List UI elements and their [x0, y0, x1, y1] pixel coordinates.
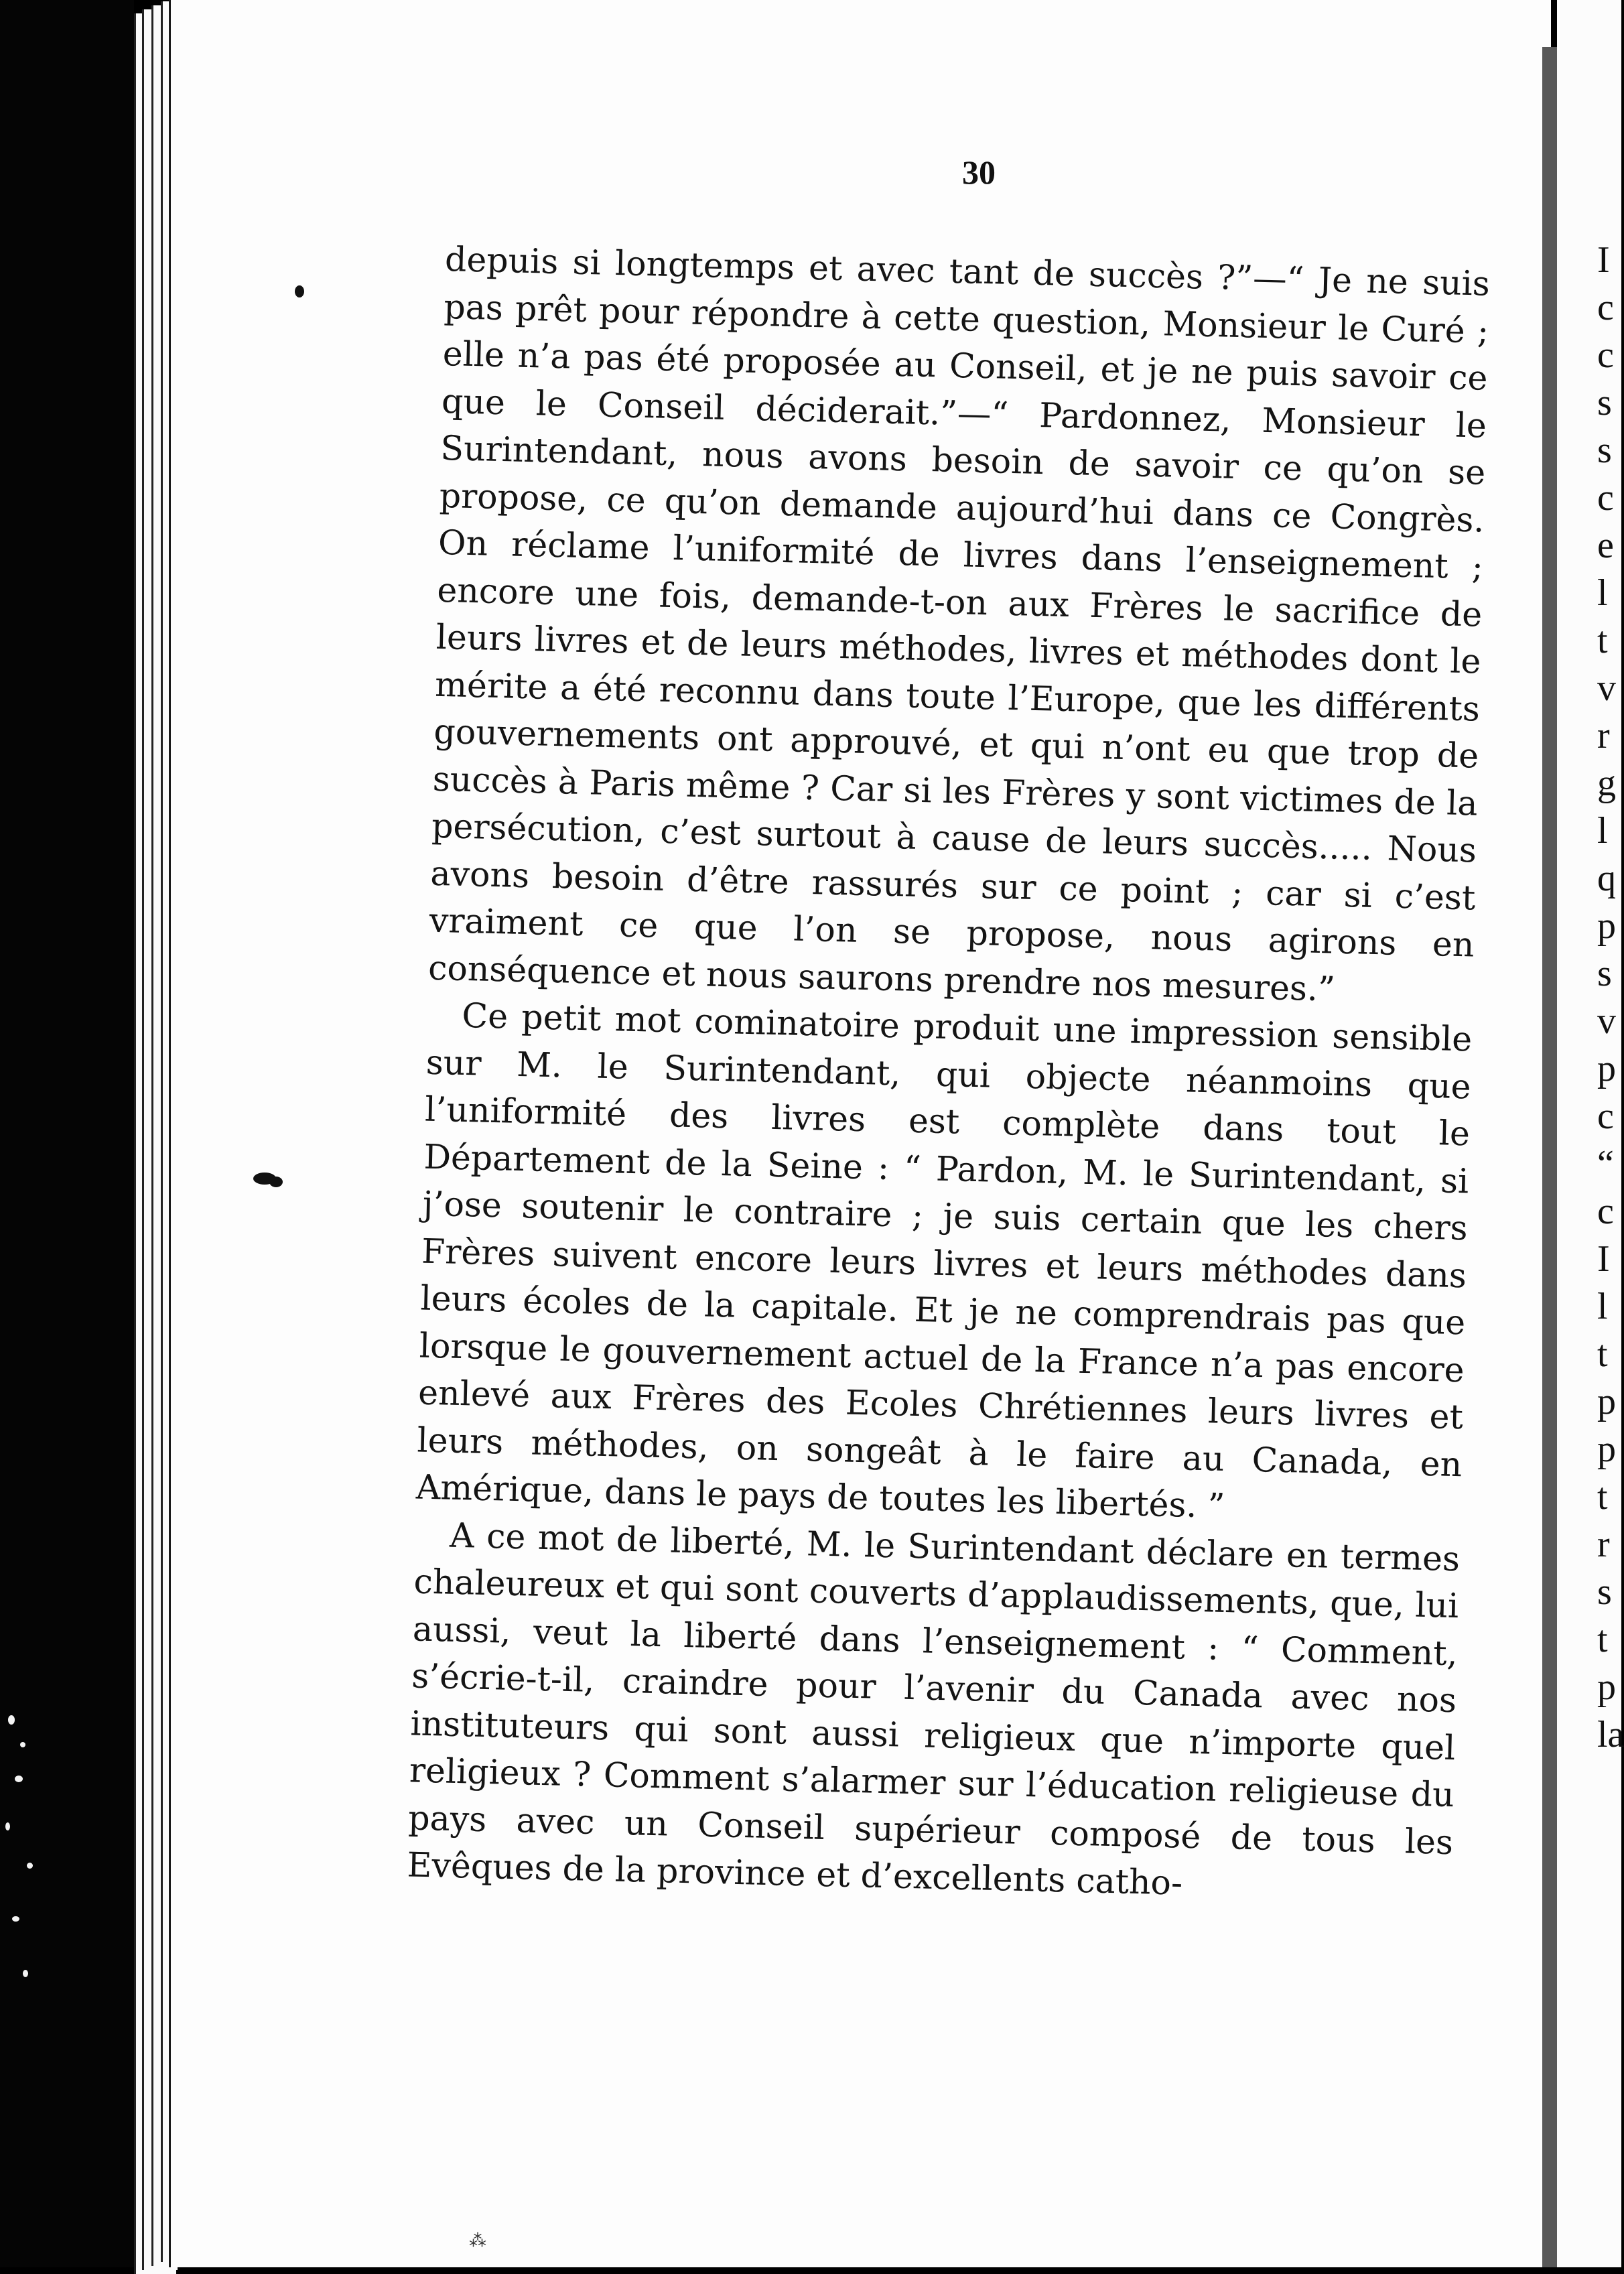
- facing-page-letter: v: [1597, 1000, 1616, 1042]
- page-gutter: [1542, 47, 1557, 2267]
- facing-page-letter: c: [1597, 1191, 1614, 1232]
- scan-speck: [20, 1742, 25, 1747]
- scan-speck: [27, 1863, 33, 1869]
- ink-mark: [295, 285, 304, 297]
- bottom-ink-mark: ⁂: [469, 2231, 486, 2251]
- facing-page-letter: v: [1597, 667, 1616, 709]
- facing-page-letter: “: [1597, 1143, 1614, 1185]
- facing-page-letter: l: [1597, 1286, 1608, 1327]
- facing-page-letter: s: [1597, 429, 1612, 471]
- facing-page-letter: t: [1597, 620, 1608, 661]
- facing-page-letter: s: [1597, 382, 1612, 423]
- facing-page-letter: l: [1597, 810, 1608, 852]
- scan-speck: [8, 1715, 15, 1725]
- paragraph-1: depuis si longtemps et avec tant de succès ?”—“ Je ne suis pas prêt pour répondre à cette question, Monsieur le Curé ; elle n’a pas été proposée au Conseil, et je ne puis savoir ce que le Conseil déciderait.”—“ Pardonnez, Monsieur le Surintendant, nous avons besoin de savoir ce qu’on se propose, ce qu’on demande aujourd’hui dans ce Congrès. On réclame l’uniformité de livres dans l’enseignement ; encore une fois, demande-t-on aux Frères le sacrifice de leurs livres et de leurs méthodes, livres et méthodes dont le mérite a été reconnu dans toute l’Europe, que les différents gouvernements ont approuvé, et qui n’ont eu que trop de succès à Paris même ? Car si les Frères y sont victimes de la persécution, c’est surtout à cause de leurs succès..... Nous avons besoin d’être rassurés sur ce point ; car si c’est vraiment ce que l’on se propose, nous agirons en conséquence et nous saurons prendre nos mesures.”: [427, 239, 1491, 1009]
- facing-page-letter: t: [1597, 1619, 1608, 1660]
- facing-page-letter: e: [1597, 525, 1614, 566]
- facing-page-letter: la: [1597, 1714, 1624, 1755]
- facing-page-letter: r: [1597, 1524, 1610, 1565]
- facing-page-letter: r: [1597, 715, 1610, 756]
- facing-page-letter: p: [1597, 905, 1616, 947]
- facing-page-letter: q: [1597, 858, 1616, 899]
- paragraph-3: A ce mot de liberté, M. le Surintendant déclare en termes chaleureux et qui sont couverts d’applaudissements, que, lui aussi, veut la liberté dans l’enseignement : “ Comment, s’écrie-t-il, craindre pour l’avenir du Canada avec nos instituteurs qui sont aussi religieux que n’importe quel religieux ? Comment s’alarmer sur l’éducation religieuse du pays avec un Conseil supérieur composé de tous les Evêques de la province et d’excellents catho-: [407, 1515, 1461, 1903]
- ink-mark: [269, 1177, 283, 1187]
- page-number: 30: [962, 153, 996, 191]
- scan-speck: [15, 1776, 23, 1782]
- facing-page-letter: p: [1597, 1381, 1616, 1422]
- facing-page-letter: p: [1597, 1666, 1616, 1708]
- scan-speck: [5, 1822, 10, 1830]
- scan-speck: [12, 1916, 19, 1922]
- facing-page-letter: l: [1597, 572, 1608, 614]
- body-text: [407, 236, 1491, 1914]
- facing-page-letter: p: [1597, 1048, 1616, 1089]
- paragraph-2: Ce petit mot cominatoire produit une impression sensible sur M. le Surintendant, qui objecte néanmoins que l’uniformité des livres est complète dans tout le Département de la Seine : “ Pardon, M. le Surintendant, si j’ose soutenir le contraire ; je suis certain que les chers Frères suivent encore leurs livres et leurs méthodes dans leurs écoles de la capitale. Et je ne comprendrais pas que lorsque le gouvernement actuel de la France n’a pas encore enlevé aux Frères des Ecoles Chrétiennes leurs livres et leurs méthodes, on songeât à le faire au Canada, en Amérique, dans le pays de toutes les libertés. ”: [415, 995, 1473, 1526]
- facing-page-letter: t: [1597, 1333, 1608, 1375]
- facing-page-letter: t: [1597, 1476, 1608, 1518]
- facing-page-letter: c: [1597, 1095, 1614, 1137]
- facing-page-letter: s: [1597, 953, 1612, 994]
- scan-background: [0, 0, 134, 2267]
- scan-speck: [23, 1970, 28, 1977]
- facing-page-letter: I: [1597, 1238, 1610, 1280]
- facing-page-letter: I: [1597, 239, 1610, 281]
- facing-page-letter: c: [1597, 287, 1614, 328]
- facing-page-letter: c: [1597, 334, 1614, 376]
- facing-page-letter: g: [1597, 762, 1616, 804]
- facing-page-letter: p: [1597, 1428, 1616, 1470]
- facing-page-letter: s: [1597, 1571, 1612, 1613]
- facing-page-letter: c: [1597, 477, 1614, 519]
